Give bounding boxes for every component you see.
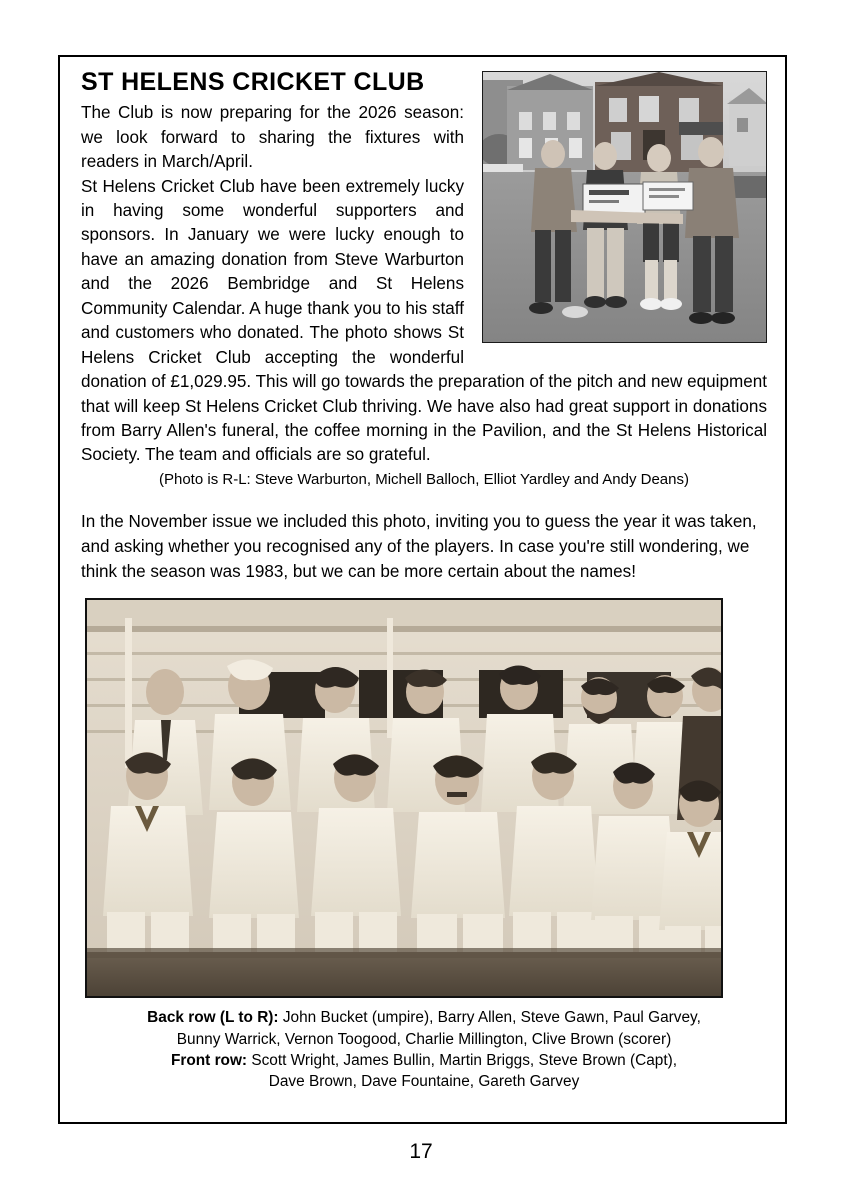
caption-front-row-line-2: Dave Brown, Dave Fountaine, Gareth Garvey	[268, 1073, 580, 1091]
cheque-presentation-photo	[482, 71, 767, 343]
caption-front-row-label: Front row:	[170, 1051, 248, 1069]
caption-back-row-line-1	[81, 1007, 767, 1028]
page-content	[81, 69, 767, 1109]
team-photo-artwork	[87, 600, 723, 998]
caption-front-row-line-1	[81, 1050, 767, 1071]
caption-back-row-label: Back row (L to R):	[147, 1009, 279, 1027]
caption-front-row-names-1: Scott Wright, James Bullin, Martin Briggs, Steve Brown (Capt),	[247, 1051, 678, 1069]
paragraph-intro: The Club is now preparing for the 2026 season: we look forward to sharing the fixtures with readers in March/April.	[81, 103, 464, 172]
team-photo-caption	[81, 1007, 767, 1092]
page-number: 17	[409, 1140, 433, 1163]
cheque-photo-artwork	[483, 72, 767, 343]
caption-back-row-line-2: Bunny Warrick, Vernon Toogood, Charlie Millington, Clive Brown (scorer)	[176, 1030, 672, 1048]
cricket-team-group-photo	[85, 598, 723, 998]
caption-back-row-names-1: John Bucket (umpire), Barry Allen, Steve Gawn, Paul Garvey,	[278, 1009, 701, 1027]
paragraph-november: In the November issue we included this photo, inviting you to guess the year it was taken, and asking whether you recognised any of the players. In case you're still wondering, we think the season was 1983, but we can be more certain about the names!	[81, 512, 757, 581]
paragraph-spacer	[81, 490, 767, 510]
cheque-photo-credit: (Photo is R-L: Steve Warburton, Michell Balloch, Elliot Yardley and Andy Deans)	[159, 470, 689, 488]
page-title: ST HELENS CRICKET CLUB	[81, 68, 425, 96]
page-border	[58, 55, 787, 1124]
paragraph-donation: St Helens Cricket Club have been extremely lucky in having some wonderful supporters and sponsors. In January we were lucky enough to have an amazing donation from Steve Warburton and the 2026 Bembridge and St Helens Community Calendar. A huge thank you to his staff and customers who donated. The photo shows St Helens Cricket Club accepting the wonderful donation of £1,029.95. This will go towards the preparation of the pitch and new equipment that will keep St Helens Cricket Club thriving. We have also had great support in donations from Barry Allen's funeral, the coffee morning in the Pavilion, and the St Helens Historical Society. The team and officials are so grateful.	[81, 176, 767, 465]
